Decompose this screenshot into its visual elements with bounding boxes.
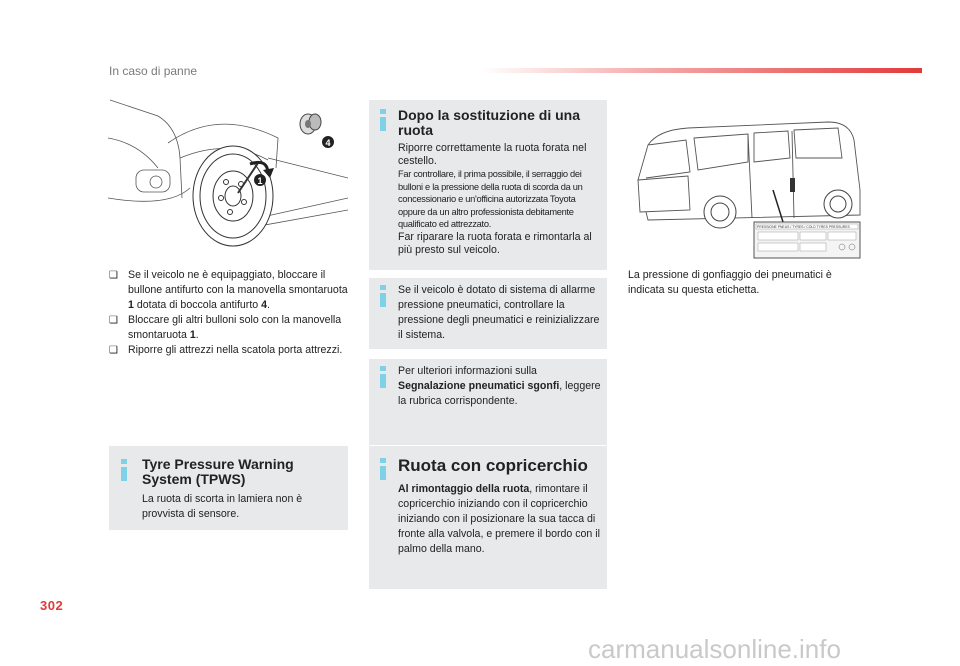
checkbox-bullet-icon: ❑ xyxy=(109,270,118,281)
panel-text: Se il veicolo è dotato di sistema di allarme pressione pneumatici, controllare la pressione degli pneumatici e reinizializzare il sistema. xyxy=(398,284,600,341)
further-info-panel: Per ulteriori informazioni sulla Segnalazione pneumatici sgonfi, leggere la rubrica corrispondente. xyxy=(369,359,607,445)
tyre-pressure-label xyxy=(754,222,860,258)
lock-nut-icon xyxy=(300,114,321,134)
info-icon xyxy=(380,374,386,388)
tyre-pressure-alarm-panel xyxy=(369,278,607,349)
van-drawing xyxy=(628,100,868,262)
wheel-trim-panel: Ruota con copricerchio Al rimontaggio della ruota, rimontare il copricerchio iniziando con il copricerchio iniziando con il posizionare la sua tacca di fronte alla valvola, e premere il bordo con il palmo della mano. xyxy=(369,446,607,589)
wheel-drawing xyxy=(108,98,348,258)
paragraph: Far controllare, il prima possibile, il serraggio dei bulloni e la pressione della ruota di scorda da un concessionario e un'officina autorizzata Toyota oppure da un altro professionista debitamente qualificato ed attrezzato. xyxy=(398,169,583,229)
after-wheel-change-panel xyxy=(369,100,607,270)
section-title: In caso di panne xyxy=(109,64,198,78)
list-item: ❑ Se il veicolo ne è equipaggiato, bloccare il bullone antifurto con la manovella smontaruota 1 dotata di boccola antifurto 4. xyxy=(109,269,348,311)
list-item: ❑ Riporre gli attrezzi nella scatola porta attrezzi. xyxy=(109,344,343,356)
tyre-label-caption: La pressione di gonfiaggio dei pneumatici è indicata su questa etichetta. xyxy=(628,269,832,296)
wheel-tightening-illustration xyxy=(108,98,348,258)
panel-title: Dopo la sostituzione di una ruota xyxy=(398,107,580,138)
header-accent-bar xyxy=(480,68,922,73)
info-icon xyxy=(121,467,127,481)
panel-title: Tyre Pressure Warning System (TPWS) xyxy=(142,456,294,487)
paragraph: Riporre correttamente la ruota forata nel cestello. xyxy=(398,142,587,167)
tpws-panel xyxy=(109,446,348,530)
panel-title: Ruota con copricerchio xyxy=(398,456,588,475)
label-title: PRESSIONE PNEUS / TYRES / COLD TYRES PRESSURES xyxy=(757,225,850,229)
list-item: ❑ Bloccare gli altri bulloni solo con la manovella smontaruota 1. xyxy=(109,314,342,341)
checkbox-bullet-icon: ❑ xyxy=(109,345,118,356)
site-watermark: carmanualsonline.info xyxy=(588,634,841,664)
callout-label-1: 1 xyxy=(257,176,263,186)
callout-label-4: 4 xyxy=(325,138,331,148)
info-icon xyxy=(380,466,386,480)
instruction-list xyxy=(109,268,349,358)
info-icon xyxy=(380,117,386,131)
info-icon xyxy=(380,293,386,307)
cross-reference: Segnalazione pneumatici sgonfi xyxy=(398,380,560,392)
paragraph: Far riparare la ruota forata e rimontarla al più presto sul veicolo. xyxy=(398,230,592,256)
van-tyre-label-illustration xyxy=(628,100,868,262)
panel-text: La ruota di scorta in lamiera non è provvista di sensore. xyxy=(142,493,303,520)
checkbox-bullet-icon: ❑ xyxy=(109,315,118,326)
page-number: 302 xyxy=(40,598,64,613)
